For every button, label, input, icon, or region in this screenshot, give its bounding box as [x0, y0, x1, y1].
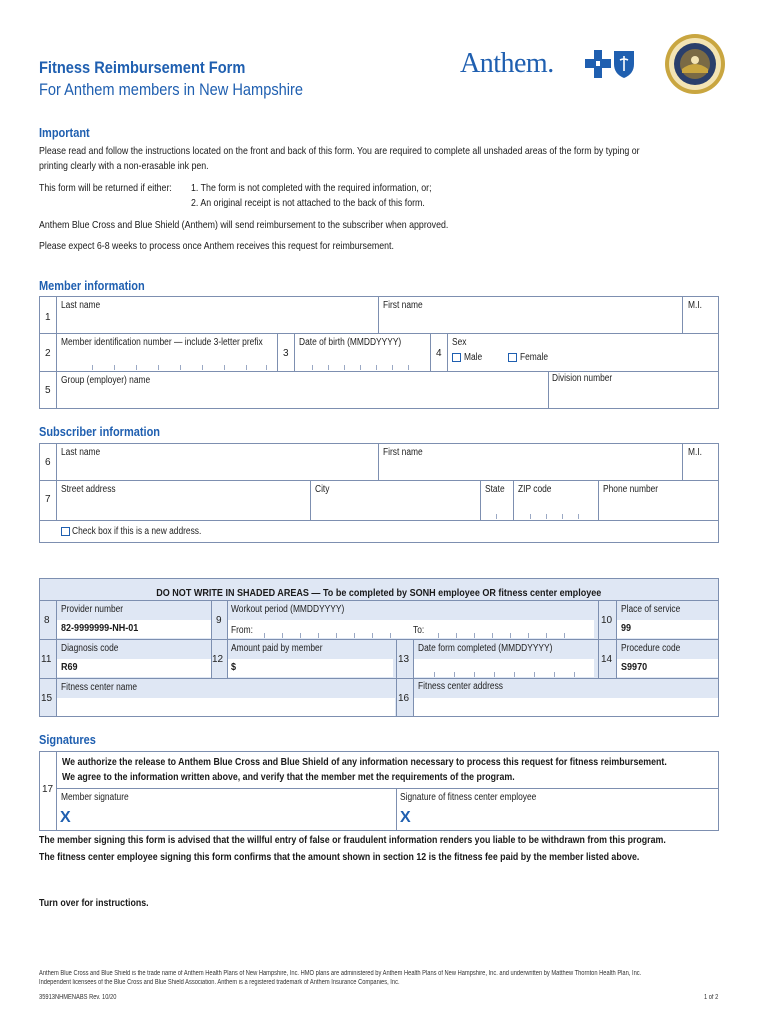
sex-label: Sex	[452, 337, 467, 348]
provider-number-label: Provider number	[61, 604, 124, 615]
procedure-code-label: Procedure code	[621, 643, 681, 654]
subscriber-mi-label: M.I.	[688, 447, 703, 458]
phone-number-label: Phone number	[603, 484, 659, 495]
city-input[interactable]	[311, 497, 479, 519]
field-number-5: 5	[45, 385, 51, 396]
city-label: City	[315, 484, 330, 495]
workout-from-input[interactable]	[258, 620, 404, 638]
reimbursement-note: Anthem Blue Cross and Blue Shield (Anthem) will send reimbursement to the subscriber when approved.	[39, 219, 449, 231]
center-signature-x: X	[400, 809, 411, 826]
member-id-input[interactable]	[60, 352, 274, 370]
state-label: State	[485, 484, 505, 495]
field-number-10: 10	[601, 615, 613, 626]
fitness-center-name-input[interactable]	[57, 698, 395, 716]
workout-to-label: To:	[413, 625, 425, 636]
subscriber-info-heading: Subscriber information	[39, 425, 161, 439]
field-number-17: 17	[42, 784, 54, 795]
phone-number-input[interactable]	[599, 497, 718, 519]
sex-male-label: Male	[464, 352, 483, 363]
field-number-16: 16	[398, 693, 410, 704]
workout-period-label: Workout period (MMDDYYYY)	[231, 604, 345, 615]
procedure-code-value[interactable]: S9970	[621, 661, 648, 673]
group-name-label: Group (employer) name	[61, 375, 151, 386]
street-address-label: Street address	[61, 484, 116, 495]
sex-female-checkbox[interactable]	[508, 353, 517, 362]
state-input[interactable]	[481, 501, 512, 519]
group-name-input[interactable]	[57, 388, 547, 408]
page-number: 1 of 2	[704, 994, 719, 1001]
field-number-7: 7	[45, 494, 51, 505]
amount-paid-value[interactable]: $	[231, 661, 237, 673]
diagnosis-code-label: Diagnosis code	[61, 643, 119, 654]
new-address-label: Check box if this is a new address.	[72, 526, 202, 537]
form-id: 35913NHMENABS Rev. 10/20	[39, 994, 117, 1001]
anthem-logo-text: Anthem.	[460, 48, 554, 79]
important-heading: Important	[39, 126, 90, 140]
subscriber-mi-input[interactable]	[683, 459, 718, 479]
field-number-9: 9	[216, 615, 222, 626]
anthem-logo	[460, 46, 640, 86]
center-signature-label: Signature of fitness center employee	[400, 792, 537, 803]
workout-from-label: From:	[231, 625, 253, 636]
place-of-service-value[interactable]: 99	[621, 622, 632, 634]
date-completed-input[interactable]	[418, 659, 590, 677]
member-id-label: Member identification number — include 3-letter prefix	[61, 337, 263, 348]
division-number-input[interactable]	[549, 388, 718, 408]
subscriber-last-name-input[interactable]	[57, 459, 377, 479]
member-last-name-label: Last name	[61, 300, 101, 311]
sex-female-label: Female	[520, 352, 549, 363]
zip-code-input[interactable]	[514, 501, 597, 519]
member-first-name-label: First name	[383, 300, 423, 311]
subscriber-first-name-input[interactable]	[379, 459, 681, 479]
state-seal-icon	[664, 33, 726, 95]
turn-over-note: Turn over for instructions.	[39, 897, 149, 909]
member-signature-x: X	[60, 809, 71, 826]
member-notice: The member signing this form is advised that the willful entry of false or fraudulent information renders you liable to be withdrawn from this program.	[39, 834, 666, 846]
field-number-12: 12	[212, 654, 224, 665]
subscriber-last-name-label: Last name	[61, 447, 101, 458]
field-number-2: 2	[45, 348, 51, 359]
important-line1: Please read and follow the instructions located on the front and back of this form. You are required to complete all unshaded areas of the form by typing or	[39, 145, 640, 157]
authorization-line1: We authorize the release to Anthem Blue Cross and Blue Shield of any information necessary to process this request for fitness reimbursement.	[62, 756, 667, 768]
fitness-center-address-label: Fitness center address	[418, 681, 503, 692]
center-signature-input[interactable]	[418, 806, 718, 830]
form-subtitle: For Anthem members in New Hampshire	[39, 80, 304, 99]
workout-to-input[interactable]	[430, 620, 590, 638]
important-line2: printing clearly with a non-erasable ink pen.	[39, 160, 209, 172]
field-number-8: 8	[44, 615, 50, 626]
field-number-3: 3	[283, 348, 289, 359]
field-number-14: 14	[601, 654, 613, 665]
signatures-heading: Signatures	[39, 733, 96, 747]
subscriber-first-name-label: First name	[383, 447, 423, 458]
dob-label: Date of birth (MMDDYYYY)	[299, 337, 402, 348]
member-signature-label: Member signature	[61, 792, 129, 803]
street-address-input[interactable]	[57, 497, 309, 519]
member-last-name-input[interactable]	[57, 312, 377, 332]
returned-intro: This form will be returned if either:	[39, 182, 172, 194]
form-title: Fitness Reimbursement Form	[39, 58, 246, 77]
field-number-11: 11	[41, 654, 52, 665]
zip-code-label: ZIP code	[518, 484, 552, 495]
new-address-checkbox[interactable]	[61, 527, 70, 536]
fitness-center-address-input[interactable]	[414, 698, 718, 716]
member-first-name-input[interactable]	[379, 312, 681, 332]
field-number-6: 6	[45, 457, 51, 468]
processing-note: Please expect 6-8 weeks to process once Anthem receives this request for reimbursement.	[39, 240, 394, 252]
blue-shield-icon	[612, 49, 636, 79]
member-info-heading: Member information	[39, 279, 145, 293]
legal-line1: Anthem Blue Cross and Blue Shield is the trade name of Anthem Health Plans of New Hampshire, Inc. HMO plans are administered by Anthem Health Plans of New Hampshire, Inc. and underwritten by Matthew Thornton Health Plan, Inc.	[39, 970, 642, 977]
member-mi-label: M.I.	[688, 300, 703, 311]
returned-reason-1: 1. The form is not completed with the required information, or;	[191, 182, 432, 194]
field-number-1: 1	[45, 312, 51, 323]
legal-line2: Independent licensees of the Blue Cross and Blue Shield Association. Anthem is a registered trademark of Anthem Insurance Companies, Inc.	[39, 979, 400, 986]
dob-input[interactable]	[298, 352, 428, 370]
blue-cross-icon	[585, 50, 611, 78]
date-completed-label: Date form completed (MMDDYYYY)	[418, 643, 553, 654]
center-notice: The fitness center employee signing this form confirms that the amount shown in section 12 is the fitness fee paid by the member listed above.	[39, 851, 640, 863]
member-signature-input[interactable]	[78, 806, 394, 830]
division-number-label: Division number	[552, 373, 613, 384]
fitness-center-name-label: Fitness center name	[61, 682, 138, 693]
shaded-area-banner: DO NOT WRITE IN SHADED AREAS — To be completed by SONH employee OR fitness center employee	[156, 587, 602, 599]
field-number-15: 15	[41, 693, 53, 704]
sex-male-checkbox[interactable]	[452, 353, 461, 362]
authorization-line2: We agree to the information written above, and verify that the member met the requirements of the program.	[62, 771, 515, 783]
amount-paid-label: Amount paid by member	[231, 643, 323, 654]
provider-number-value[interactable]: 82-9999999-NH-01	[61, 622, 139, 634]
field-number-13: 13	[398, 654, 410, 665]
place-of-service-label: Place of service	[621, 604, 681, 615]
member-mi-input[interactable]	[683, 312, 718, 332]
field-number-4: 4	[436, 348, 442, 359]
returned-reason-2: 2. An original receipt is not attached to the back of this form.	[191, 197, 425, 209]
diagnosis-code-value[interactable]: R69	[61, 661, 78, 673]
